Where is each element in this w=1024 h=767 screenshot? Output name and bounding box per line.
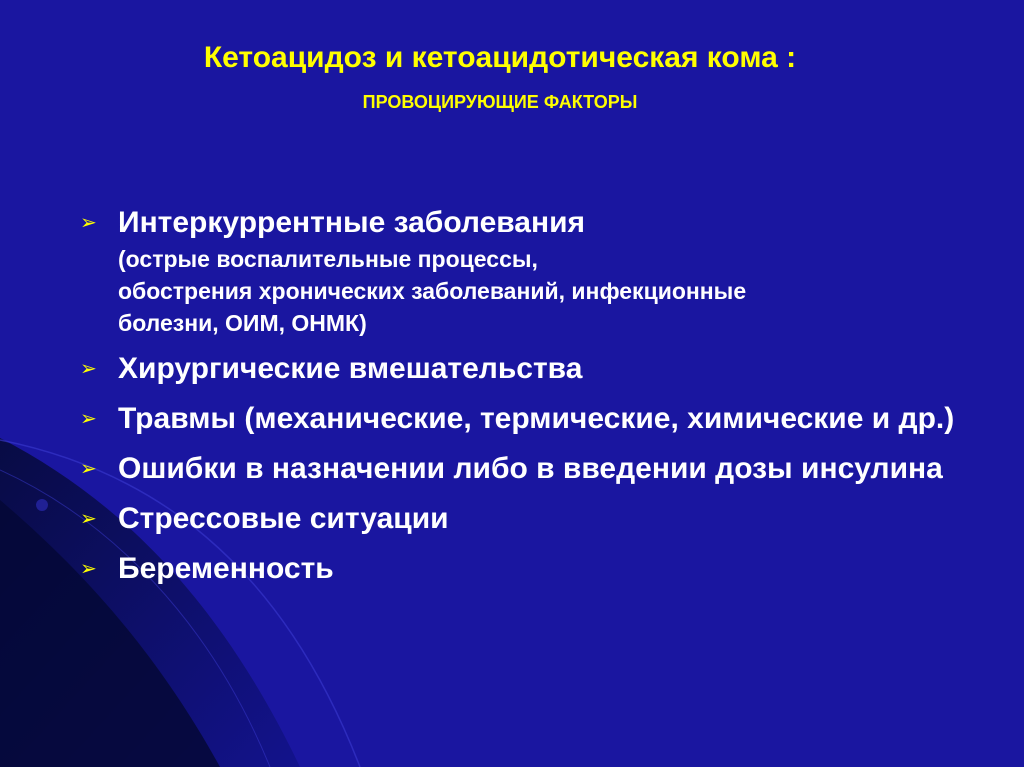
bullet-text: Интеркуррентные заболевания bbox=[118, 206, 586, 239]
chevron-right-icon: ➢ bbox=[80, 508, 97, 530]
chevron-right-icon: ➢ bbox=[80, 408, 97, 430]
bullet-item bbox=[80, 549, 1000, 589]
chevron-right-icon: ➢ bbox=[80, 212, 97, 234]
bullet-subtext bbox=[118, 243, 1000, 339]
chevron-right-icon: ➢ bbox=[80, 558, 97, 580]
bullet-item bbox=[80, 203, 1000, 339]
bullet-list bbox=[80, 203, 1000, 599]
bullet-subtext-line: обострения хронических заболеваний, инфекционные bbox=[118, 278, 747, 304]
bullet-subtext-line: (острые воспалительные процессы, bbox=[118, 246, 538, 272]
bullet-item bbox=[80, 499, 1000, 539]
chevron-right-icon: ➢ bbox=[80, 358, 97, 380]
bullet-text: Стрессовые ситуации bbox=[118, 502, 449, 535]
chevron-right-icon: ➢ bbox=[80, 458, 97, 480]
bullet-text: Травмы (механические, термические, химические и др.) bbox=[118, 402, 955, 435]
slide-subtitle: ПРОВОЦИРУЮЩИЕ ФАКТОРЫ bbox=[362, 92, 638, 112]
bullet-item bbox=[80, 399, 1000, 439]
bullet-subtext-line: болезни, ОИМ, ОНМК) bbox=[118, 310, 367, 336]
bullet-item bbox=[80, 349, 1000, 389]
bullet-text: Ошибки в назначении либо в введении дозы инсулина bbox=[118, 452, 943, 485]
bullet-text: Хирургические вмешательства bbox=[118, 352, 583, 385]
slide-title: Кетоацидоз и кетоацидотическая кома : bbox=[203, 41, 797, 74]
bullet-text: Беременность bbox=[118, 552, 334, 585]
bullet-item bbox=[80, 449, 1000, 489]
